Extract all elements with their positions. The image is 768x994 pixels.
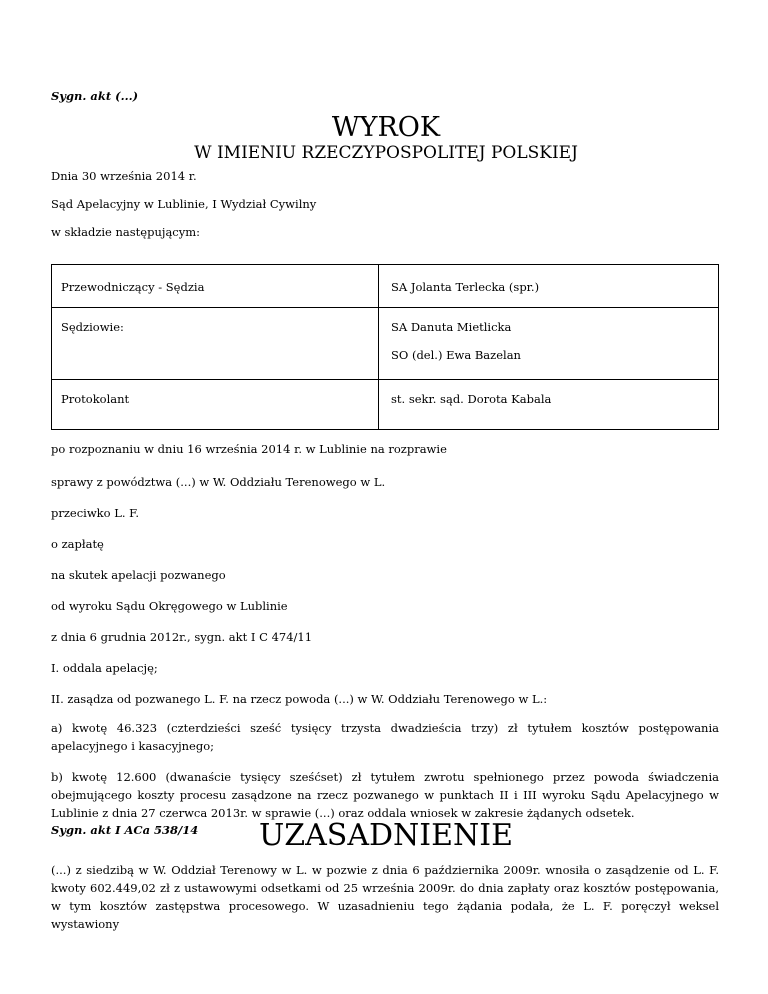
proceedings-line: z dnia 6 grudnia 2012r., sygn. akt I C 474/11	[51, 630, 313, 644]
proceedings-line: od wyroku Sądu Okręgowego w Lublinie	[51, 599, 288, 613]
judgment-title: WYROK	[331, 112, 441, 143]
clerk-name: st. sekr. sąd. Dorota Kabala	[391, 392, 552, 406]
clerk-label: Protokolant	[61, 392, 130, 406]
table-row-divider	[52, 379, 718, 380]
proceedings-line: o zapłatę	[51, 537, 104, 551]
proceedings-line: po rozpoznaniu w dniu 16 września 2014 r. w Lublinie na rozprawie	[51, 442, 447, 456]
ruling-item-b: b) kwotę 12.600 (dwanaście tysięcy sześćset) zł tytułem zwrotu spełnionego przez powoda świadczenia obejmującego koszty procesu zasądzone na rzecz pozwanego w punktach II i III wyroku Sądu Apelacyjnego w Lublinie z dnia 27 czerwca 2013r. w sprawie (...) oraz oddala wniosek w zakresie żądanych odsetek.	[51, 770, 719, 820]
table-row-divider	[52, 307, 718, 308]
presiding-judge-label: Przewodniczący - Sędzia	[61, 280, 205, 294]
judges-label: Sędziowie:	[61, 320, 124, 334]
judge-name: SA Danuta Mietlicka	[391, 320, 512, 334]
table-column-divider	[378, 265, 379, 429]
judgment-subtitle: W IMIENIU RZECZYPOSPOLITEJ POLSKIEJ	[194, 143, 578, 163]
court-panel-table	[51, 264, 719, 430]
justification-title: UZASADNIENIE	[258, 818, 514, 853]
ruling-point-1: I. oddala apelację;	[51, 661, 158, 675]
proceedings-line: sprawy z powództwa (...) w W. Oddziału Terenowego w L.	[51, 475, 386, 489]
judgment-date: Dnia 30 września 2014 r.	[51, 169, 197, 183]
court-name: Sąd Apelacyjny w Lublinie, I Wydział Cywilny	[51, 197, 317, 211]
composition-intro: w składzie następującym:	[51, 225, 201, 239]
judge-name: SO (del.) Ewa Bazelan	[391, 348, 521, 362]
proceedings-line: przeciwko L. F.	[51, 506, 140, 520]
justification-text: (...) z siedzibą w W. Oddział Terenowy w L. w pozwie z dnia 6 października 2009r. wnosiła o zasądzenie od L. F. kwoty 602.449,02 zł z ustawowymi odsetkami od 25 września 2009r. do dnia zapłaty oraz kosztów postępowania, w tym kosztów zastępstwa procesowego. W uzasadnieniu tego żądania podała, że L. F. poręczył weksel wystawiony	[51, 863, 719, 931]
ruling-item-a: a) kwotę 46.323 (czterdzieści sześć tysięcy trzysta dwadzieścia trzy) zł tytułem kosztów postępowania apelacyjnego i kasacyjnego;	[51, 721, 719, 753]
case-reference: Sygn. akt (...)	[51, 89, 139, 103]
ruling-point-2: II. zasądza od pozwanego L. F. na rzecz powoda (...) w W. Oddziału Terenowego w L.:	[51, 692, 548, 706]
presiding-judge-name: SA Jolanta Terlecka (spr.)	[391, 280, 540, 294]
justification-case-reference: Sygn. akt I ACa 538/14	[51, 823, 199, 837]
proceedings-line: na skutek apelacji pozwanego	[51, 568, 226, 582]
